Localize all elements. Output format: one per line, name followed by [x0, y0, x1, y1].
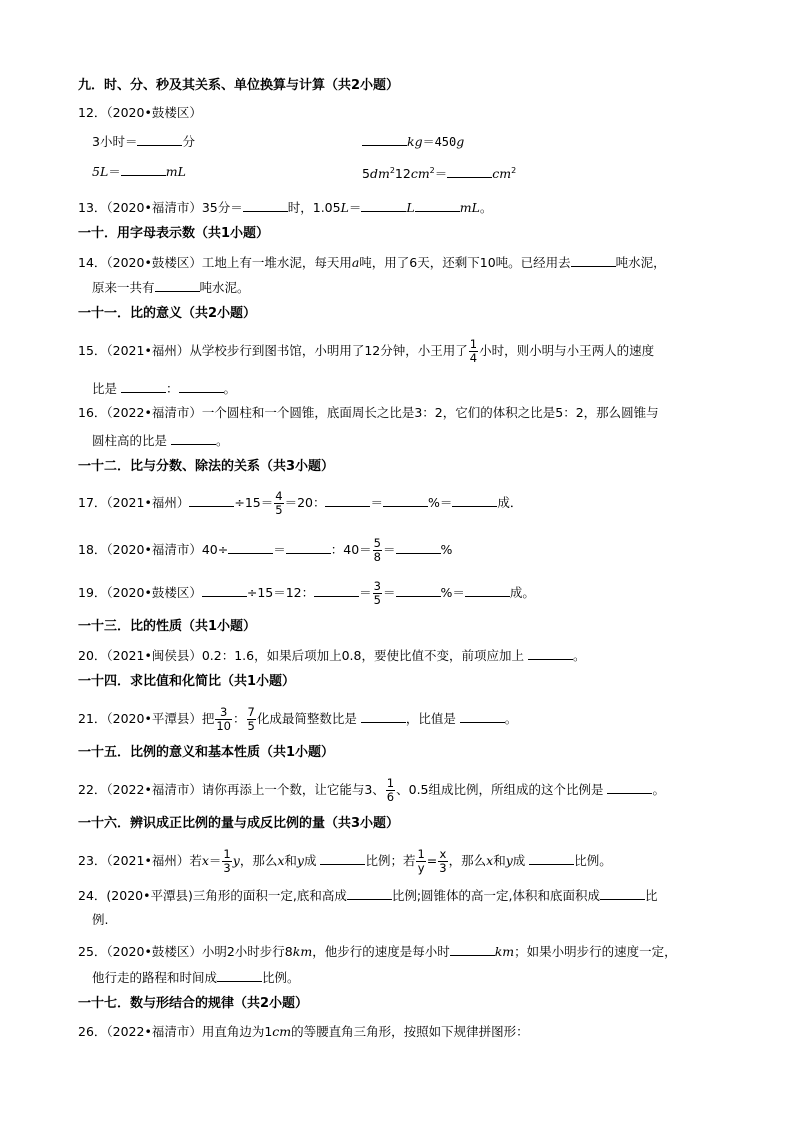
q16-line1: 16．（2022•福清市）一个圆柱和一个圆锥，底面周长之比是3：2，它们的体积之比是5：2，那么圆锥与	[78, 405, 659, 420]
q25-line1: 25．（2020•鼓楼区）小明2小时步行8km，他步行的速度是每小时 km；如果小明步行的速度一定，	[78, 944, 677, 959]
section-13-title: 一十三．比的性质（共1小题）	[78, 619, 257, 634]
answer-blank[interactable]	[571, 254, 616, 267]
section-10-title: 一十．用字母表示数（共1小题）	[78, 226, 270, 241]
answer-blank[interactable]	[314, 584, 359, 597]
answer-blank[interactable]	[171, 432, 216, 445]
answer-blank[interactable]	[121, 380, 166, 393]
q24-line1: 24．(2020•平潭县)三角形的面积一定,底和高成 比例;圆锥体的高一定,体积和底面积成 比	[78, 888, 658, 903]
fraction: $\frac{5}{8}$	[373, 536, 381, 564]
q23: 23．（2021•福州）若x＝ $\frac{1}{3}$ y，那么x和y成 比例；若 $\frac{1}{y}$ = $\frac{x}{3}$ ，那么x和y成 比例。	[78, 847, 612, 875]
q12-part-d: $5dm^212cm^2= cm^2$	[362, 166, 517, 182]
answer-blank[interactable]	[600, 887, 645, 900]
q22: 22．（2022•福清市）请你再添上一个数，让它能与3、 $\frac{1}{6}$ 、0.5组成比例，所组成的这个比例是 。	[78, 776, 665, 804]
q12-part-b: kg＝450g	[362, 133, 464, 150]
fraction: $\frac{x}{3}$	[439, 847, 447, 875]
answer-blank[interactable]	[228, 541, 273, 554]
fraction: $\frac{7}{5}$	[247, 705, 255, 733]
fraction: $\frac{1}{6}$	[386, 776, 395, 804]
q20: 20．（2021•闽侯县）0.2：1.6，如果后项加上0.8，要使比值不变，前项应加上 。	[78, 648, 586, 663]
section-16-title: 一十六．辨识成正比例的量与成反比例的量（共3小题）	[78, 816, 400, 831]
q14-line1: 14．（2020•鼓楼区）工地上有一堆水泥，每天用a吨，用了6天，还剩下10吨。已经用去 吨水泥，	[78, 255, 666, 270]
section-14-title: 一十四．求比值和化简比（共1小题）	[78, 674, 296, 689]
answer-blank[interactable]	[447, 165, 492, 178]
q24-line2: 例.	[92, 912, 109, 927]
q26: 26．（2022•福清市）用直角边为1cm的等腰直角三角形，按照如下规律拼图形：	[78, 1024, 529, 1039]
section-17-title: 一十七．数与形结合的规律（共2小题）	[78, 996, 309, 1011]
answer-blank[interactable]	[325, 494, 370, 507]
answer-blank[interactable]	[286, 541, 331, 554]
q18: 18．（2020•福清市）40÷ ＝ ：40＝ $\frac{5}{8}$ ＝ %	[78, 536, 453, 564]
q14-line2: 原来一共有 吨水泥。	[92, 280, 250, 295]
answer-blank[interactable]	[452, 494, 497, 507]
fraction: $\frac{1}{4}$	[469, 337, 478, 365]
fraction: $\frac{3}{10}$	[216, 705, 231, 733]
answer-blank[interactable]	[137, 133, 182, 146]
answer-blank[interactable]	[179, 380, 224, 393]
answer-blank[interactable]	[362, 133, 407, 146]
answer-blank[interactable]	[320, 852, 365, 865]
q15-line2: 比是 ： 。	[92, 381, 237, 396]
answer-blank[interactable]	[415, 199, 460, 212]
q25-line2: 他行走的路程和时间成 比例。	[92, 970, 300, 985]
answer-blank[interactable]	[217, 969, 262, 982]
section-9-title: 九．时、分、秒及其关系、单位换算与计算（共2小题）	[78, 78, 400, 93]
answer-blank[interactable]	[383, 494, 428, 507]
q13: 13．（2020•福清市）35分＝ 时，1.05L＝ L mL。	[78, 200, 493, 215]
answer-blank[interactable]	[396, 541, 441, 554]
answer-blank[interactable]	[189, 494, 234, 507]
q19: 19．（2020•鼓楼区） ÷15＝12： ＝ $\frac{3}{5}$ ＝ %＝ 成。	[78, 579, 535, 607]
section-11-title: 一十一．比的意义（共2小题）	[78, 306, 257, 321]
answer-blank[interactable]	[202, 584, 247, 597]
answer-blank[interactable]	[528, 647, 573, 660]
answer-blank[interactable]	[529, 852, 574, 865]
fraction: $\frac{1}{y}$	[417, 847, 425, 875]
q17: 17．（2021•福州） ÷15＝ $\frac{4}{5}$ ＝20： ＝ %＝ 成．	[78, 489, 523, 517]
answer-blank[interactable]	[243, 199, 288, 212]
answer-blank[interactable]	[465, 584, 510, 597]
fraction: $\frac{1}{3}$	[223, 847, 231, 875]
answer-blank[interactable]	[607, 781, 652, 794]
section-15-title: 一十五．比例的意义和基本性质（共1小题）	[78, 745, 335, 760]
q12-part-a: 3小时＝ 分	[92, 134, 195, 149]
answer-blank[interactable]	[361, 199, 406, 212]
fraction: $\frac{4}{5}$	[275, 489, 283, 517]
answer-blank[interactable]	[396, 584, 441, 597]
answer-blank[interactable]	[347, 887, 392, 900]
q15-line1: 15．（2021•福州）从学校步行到图书馆，小明用了12分钟，小王用了 $\frac{1}{4}$ 小时，则小明与小王两人的速度	[78, 337, 655, 365]
q12-number: 12．（2020•鼓楼区）	[78, 105, 202, 120]
fraction: $\frac{3}{5}$	[373, 579, 381, 607]
answer-blank[interactable]	[361, 710, 406, 723]
q21: 21．（2020•平潭县）把 $\frac{3}{10}$ ： $\frac{7}{5}$ 化成最简整数比是 ，比值是 。	[78, 705, 518, 733]
answer-blank[interactable]	[450, 943, 495, 956]
q12-part-c: 5L＝ mL	[92, 164, 186, 179]
answer-blank[interactable]	[460, 710, 505, 723]
section-12-title: 一十二．比与分数、除法的关系（共3小题）	[78, 459, 335, 474]
q16-line2: 圆柱高的比是 。	[92, 433, 229, 448]
answer-blank[interactable]	[155, 279, 200, 292]
answer-blank[interactable]	[121, 163, 166, 176]
